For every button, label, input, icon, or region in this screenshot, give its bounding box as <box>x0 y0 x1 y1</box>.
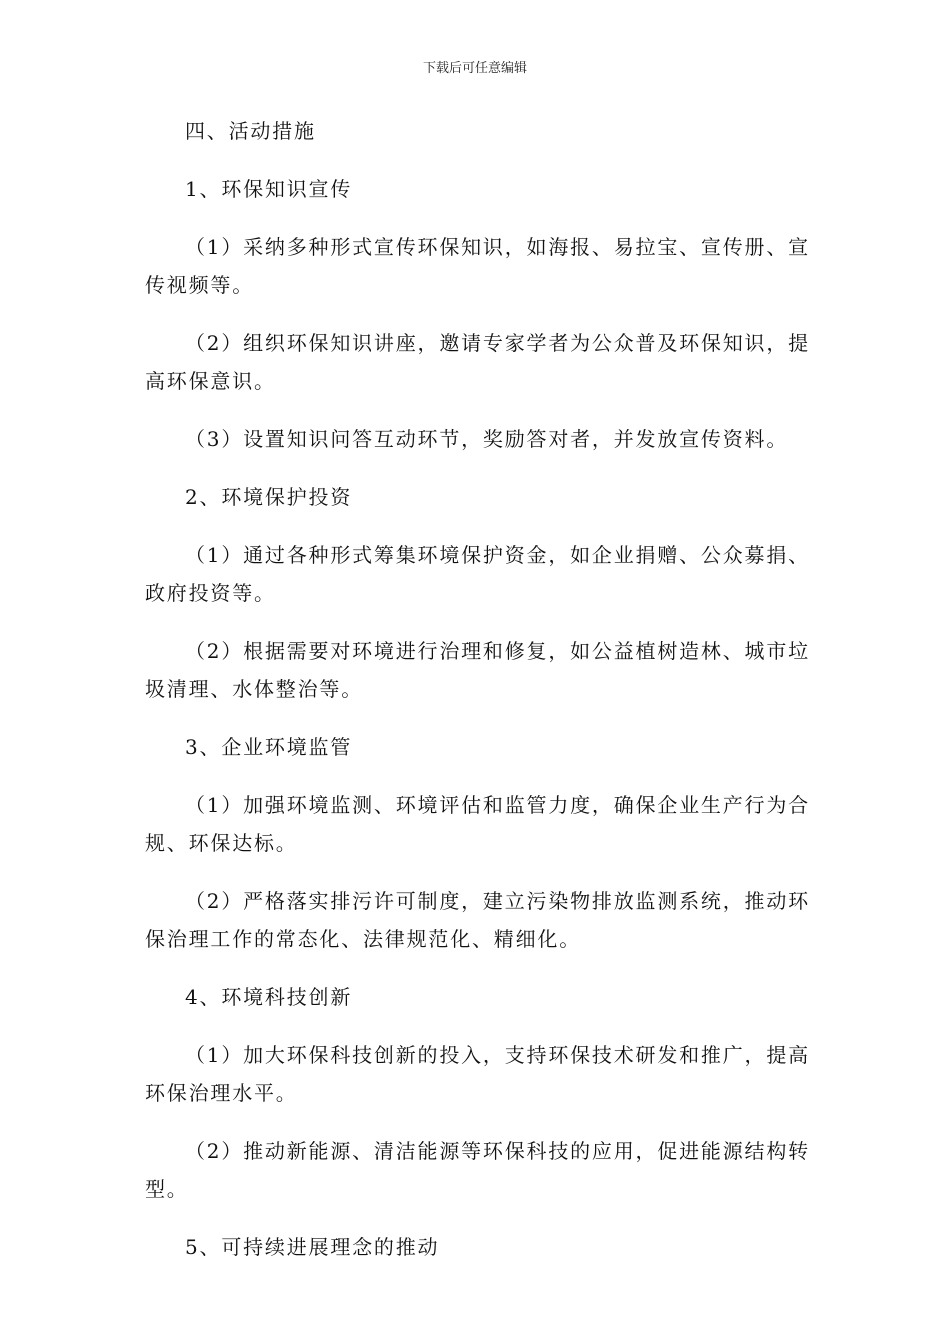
subsection-title: 5、可持续进展理念的推动 <box>185 1235 440 1259</box>
paragraph: （2）组织环保知识讲座，邀请专家学者为公众普及环保知识，提高环保意识。 <box>145 331 810 393</box>
section-title: 四、活动措施 <box>185 119 316 143</box>
paragraph: （1）加强环境监测、环境评估和监管力度，确保企业生产行为合规、环保达标。 <box>145 793 810 855</box>
subsection-title: 2、环境保护投资 <box>185 485 353 509</box>
paragraph: （1）采纳多种形式宣传环保知识，如海报、易拉宝、宣传册、宣传视频等。 <box>145 235 810 297</box>
page-header: 下载后可任意编辑 <box>422 61 527 76</box>
document-body <box>145 112 820 1286</box>
subsection-title: 4、环境科技创新 <box>185 985 353 1009</box>
paragraph: （2）推动新能源、清洁能源等环保科技的应用，促进能源结构转型。 <box>145 1139 810 1201</box>
paragraph: （2）严格落实排污许可制度，建立污染物排放监测系统，推动环保治理工作的常态化、法律规范化、精细化。 <box>145 889 810 951</box>
paragraph: （3）设置知识问答互动环节，奖励答对者，并发放宣传资料。 <box>185 427 789 451</box>
paragraph: （1）加大环保科技创新的投入，支持环保技术研发和推广，提高环保治理水平。 <box>145 1043 810 1105</box>
paragraph: （2）根据需要对环境进行治理和修复，如公益植树造林、城市垃圾清理、水体整治等。 <box>145 639 810 701</box>
subsection-title: 1、环保知识宣传 <box>185 177 353 201</box>
paragraph: （1）通过各种形式筹集环境保护资金，如企业捐赠、公众募捐、政府投资等。 <box>145 543 810 605</box>
subsection-title: 3、企业环境监管 <box>185 735 353 759</box>
